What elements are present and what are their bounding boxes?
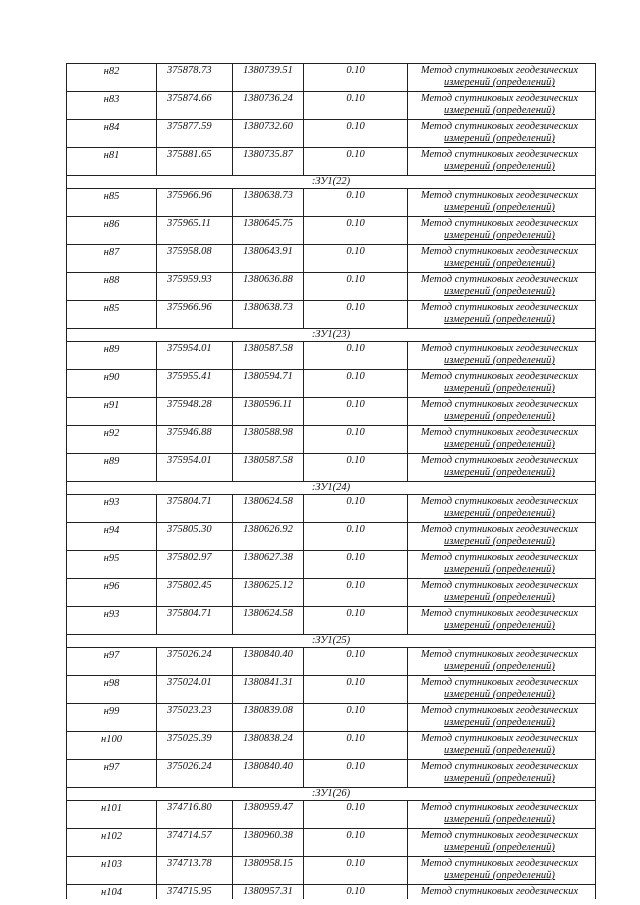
accuracy-cell: 0.10 [304, 120, 408, 148]
method-cell [408, 523, 596, 551]
method-text-line2: измерений (определений) [444, 467, 555, 478]
accuracy-cell: 0.10 [304, 273, 408, 301]
point-name-cell: н82 [67, 64, 157, 92]
method-text-line1: Метод спутниковых геодезических [420, 705, 579, 716]
method-text-line1: Метод спутниковых геодезических [420, 761, 579, 772]
point-name-cell: н95 [67, 551, 157, 579]
table-row [67, 148, 596, 176]
method-text-line1: Метод спутниковых геодезических [420, 524, 579, 535]
method-cell [408, 148, 596, 176]
accuracy-cell: 0.10 [304, 551, 408, 579]
x-coordinate-cell: 375959.93 [157, 273, 233, 301]
table-row [67, 64, 596, 92]
x-coordinate-cell: 375804.71 [157, 495, 233, 523]
point-name-cell: н86 [67, 217, 157, 245]
section-header-row [67, 329, 596, 342]
table-row [67, 760, 596, 788]
method-cell [408, 217, 596, 245]
section-label: :ЗУ1(24) [67, 482, 596, 495]
method-text-line2: измерений (определений) [444, 564, 555, 575]
x-coordinate-cell: 375874.66 [157, 92, 233, 120]
method-text-line1: Метод спутниковых геодезических [420, 427, 579, 438]
x-coordinate-cell: 374713.78 [157, 857, 233, 885]
method-text-line1: Метод спутниковых геодезических [420, 93, 579, 104]
method-text-line1: Метод спутниковых геодезических [420, 496, 579, 507]
y-coordinate-cell: 1380736.24 [233, 92, 304, 120]
method-text-line2: измерений (определений) [444, 717, 555, 728]
coordinates-table-sheet [66, 63, 595, 899]
table-row [67, 454, 596, 482]
section-label: :ЗУ1(25) [67, 635, 596, 648]
x-coordinate-cell: 375024.01 [157, 676, 233, 704]
y-coordinate-cell: 1380588.98 [233, 426, 304, 454]
accuracy-cell: 0.10 [304, 579, 408, 607]
method-cell [408, 829, 596, 857]
accuracy-cell: 0.10 [304, 801, 408, 829]
y-coordinate-cell: 1380638.73 [233, 189, 304, 217]
method-cell [408, 454, 596, 482]
accuracy-cell: 0.10 [304, 342, 408, 370]
method-text-line1: Метод спутниковых геодезических [420, 733, 579, 744]
method-cell [408, 342, 596, 370]
accuracy-cell: 0.10 [304, 885, 408, 900]
accuracy-cell: 0.10 [304, 857, 408, 885]
y-coordinate-cell: 1380587.58 [233, 454, 304, 482]
method-text-line2: измерений (определений) [444, 536, 555, 547]
point-name-cell: н102 [67, 829, 157, 857]
point-name-cell: н91 [67, 398, 157, 426]
y-coordinate-cell: 1380841.31 [233, 676, 304, 704]
x-coordinate-cell: 375966.96 [157, 189, 233, 217]
accuracy-cell: 0.10 [304, 426, 408, 454]
table-row [67, 189, 596, 217]
method-cell [408, 301, 596, 329]
point-name-cell: н104 [67, 885, 157, 900]
y-coordinate-cell: 1380839.08 [233, 704, 304, 732]
method-text-line1: Метод спутниковых геодезических [420, 858, 579, 869]
accuracy-cell: 0.10 [304, 676, 408, 704]
method-text-line2: измерений (определений) [444, 258, 555, 269]
method-text-line1: Метод спутниковых геодезических [420, 149, 579, 160]
x-coordinate-cell: 375954.01 [157, 342, 233, 370]
y-coordinate-cell: 1380638.73 [233, 301, 304, 329]
method-cell [408, 801, 596, 829]
y-coordinate-cell: 1380960.38 [233, 829, 304, 857]
accuracy-cell: 0.10 [304, 64, 408, 92]
point-name-cell: н101 [67, 801, 157, 829]
y-coordinate-cell: 1380587.58 [233, 342, 304, 370]
method-text-line1: Метод спутниковых геодезических [420, 399, 579, 410]
table-row [67, 342, 596, 370]
x-coordinate-cell: 375965.11 [157, 217, 233, 245]
accuracy-cell: 0.10 [304, 523, 408, 551]
method-text-line2: измерений (определений) [444, 661, 555, 672]
method-text-line1: Метод спутниковых геодезических [420, 886, 579, 897]
table-row [67, 426, 596, 454]
accuracy-cell: 0.10 [304, 495, 408, 523]
method-text-line1: Метод спутниковых геодезических [420, 608, 579, 619]
method-text-line2: измерений (определений) [444, 314, 555, 325]
point-name-cell: н100 [67, 732, 157, 760]
y-coordinate-cell: 1380624.58 [233, 495, 304, 523]
table-row [67, 607, 596, 635]
point-name-cell: н96 [67, 579, 157, 607]
point-name-cell: н87 [67, 245, 157, 273]
y-coordinate-cell: 1380840.40 [233, 648, 304, 676]
x-coordinate-cell: 375955.41 [157, 370, 233, 398]
method-text-line1: Метод спутниковых геодезических [420, 580, 579, 591]
method-text-line1: Метод спутниковых геодезических [420, 552, 579, 563]
method-text-line1: Метод спутниковых геодезических [420, 343, 579, 354]
table-row [67, 245, 596, 273]
method-cell [408, 857, 596, 885]
point-name-cell: н93 [67, 495, 157, 523]
method-cell [408, 495, 596, 523]
section-label: :ЗУ1(23) [67, 329, 596, 342]
method-text-line1: Метод спутниковых геодезических [420, 302, 579, 313]
point-name-cell: н89 [67, 454, 157, 482]
method-text-line2: измерений (определений) [444, 689, 555, 700]
method-text-line1: Метод спутниковых геодезических [420, 190, 579, 201]
accuracy-cell: 0.10 [304, 217, 408, 245]
method-text-line2: измерений (определений) [444, 592, 555, 603]
method-text-line2: измерений (определений) [444, 508, 555, 519]
coordinates-table [66, 63, 596, 899]
accuracy-cell: 0.10 [304, 245, 408, 273]
method-text-line2: измерений (определений) [444, 133, 555, 144]
y-coordinate-cell: 1380624.58 [233, 607, 304, 635]
point-name-cell: н97 [67, 760, 157, 788]
table-row [67, 273, 596, 301]
method-text-line1: Метод спутниковых геодезических [420, 246, 579, 257]
x-coordinate-cell: 375023.23 [157, 704, 233, 732]
x-coordinate-cell: 375946.88 [157, 426, 233, 454]
accuracy-cell: 0.10 [304, 148, 408, 176]
table-row [67, 676, 596, 704]
point-name-cell: н84 [67, 120, 157, 148]
accuracy-cell: 0.10 [304, 607, 408, 635]
y-coordinate-cell: 1380596.11 [233, 398, 304, 426]
section-header-row [67, 788, 596, 801]
table-row [67, 301, 596, 329]
method-text-line1: Метод спутниковых геодезических [420, 121, 579, 132]
method-text-line1: Метод спутниковых геодезических [420, 802, 579, 813]
y-coordinate-cell: 1380625.12 [233, 579, 304, 607]
table-row [67, 551, 596, 579]
point-name-cell: н97 [67, 648, 157, 676]
method-text-line2: измерений (определений) [444, 745, 555, 756]
table-row [67, 92, 596, 120]
y-coordinate-cell: 1380735.87 [233, 148, 304, 176]
accuracy-cell: 0.10 [304, 454, 408, 482]
accuracy-cell: 0.10 [304, 301, 408, 329]
accuracy-cell: 0.10 [304, 189, 408, 217]
y-coordinate-cell: 1380840.40 [233, 760, 304, 788]
x-coordinate-cell: 375878.73 [157, 64, 233, 92]
point-name-cell: н85 [67, 189, 157, 217]
method-text-line2: измерений (определений) [444, 355, 555, 366]
y-coordinate-cell: 1380645.75 [233, 217, 304, 245]
section-label: :ЗУ1(22) [67, 176, 596, 189]
table-row [67, 217, 596, 245]
method-text-line1: Метод спутниковых геодезических [420, 274, 579, 285]
method-text-line1: Метод спутниковых геодезических [420, 218, 579, 229]
point-name-cell: н92 [67, 426, 157, 454]
method-text-line2: измерений (определений) [444, 230, 555, 241]
method-cell [408, 398, 596, 426]
table-row [67, 732, 596, 760]
method-text-line2: измерений (определений) [444, 870, 555, 881]
table-row [67, 370, 596, 398]
x-coordinate-cell: 374715.95 [157, 885, 233, 900]
method-text-line2: измерений (определений) [444, 105, 555, 116]
method-text-line1: Метод спутниковых геодезических [420, 65, 579, 76]
method-text-line1: Метод спутниковых геодезических [420, 649, 579, 660]
x-coordinate-cell: 375966.96 [157, 301, 233, 329]
accuracy-cell: 0.10 [304, 398, 408, 426]
section-header-row [67, 635, 596, 648]
method-cell [408, 648, 596, 676]
table-row [67, 495, 596, 523]
x-coordinate-cell: 374714.57 [157, 829, 233, 857]
method-cell [408, 273, 596, 301]
point-name-cell: н94 [67, 523, 157, 551]
table-row [67, 120, 596, 148]
point-name-cell: н81 [67, 148, 157, 176]
y-coordinate-cell: 1380739.51 [233, 64, 304, 92]
point-name-cell: н85 [67, 301, 157, 329]
method-text-line2: измерений (определений) [444, 411, 555, 422]
point-name-cell: н99 [67, 704, 157, 732]
method-cell [408, 120, 596, 148]
point-name-cell: н90 [67, 370, 157, 398]
y-coordinate-cell: 1380838.24 [233, 732, 304, 760]
method-text-line2: измерений (определений) [444, 286, 555, 297]
x-coordinate-cell: 375026.24 [157, 760, 233, 788]
x-coordinate-cell: 375881.65 [157, 148, 233, 176]
y-coordinate-cell: 1380959.47 [233, 801, 304, 829]
method-cell [408, 732, 596, 760]
table-row [67, 579, 596, 607]
method-text-line2: измерений (определений) [444, 814, 555, 825]
coordinates-table-body [67, 64, 596, 900]
method-cell [408, 64, 596, 92]
y-coordinate-cell: 1380732.60 [233, 120, 304, 148]
section-header-row [67, 482, 596, 495]
method-cell [408, 704, 596, 732]
point-name-cell: н83 [67, 92, 157, 120]
y-coordinate-cell: 1380626.92 [233, 523, 304, 551]
section-label: :ЗУ1(26) [67, 788, 596, 801]
method-cell [408, 760, 596, 788]
section-header-row [67, 176, 596, 189]
table-row [67, 398, 596, 426]
x-coordinate-cell: 375954.01 [157, 454, 233, 482]
y-coordinate-cell: 1380643.91 [233, 245, 304, 273]
method-cell [408, 189, 596, 217]
method-cell [408, 370, 596, 398]
accuracy-cell: 0.10 [304, 829, 408, 857]
method-cell [408, 885, 596, 900]
method-text-line2: измерений (определений) [444, 77, 555, 88]
y-coordinate-cell: 1380627.38 [233, 551, 304, 579]
y-coordinate-cell: 1380636.88 [233, 273, 304, 301]
method-text-line2: измерений (определений) [444, 773, 555, 784]
accuracy-cell: 0.10 [304, 704, 408, 732]
method-text-line2: измерений (определений) [444, 842, 555, 853]
x-coordinate-cell: 375802.45 [157, 579, 233, 607]
method-cell [408, 92, 596, 120]
method-text-line1: Метод спутниковых геодезических [420, 677, 579, 688]
method-text-line2: измерений (определений) [444, 383, 555, 394]
method-text-line1: Метод спутниковых геодезических [420, 455, 579, 466]
y-coordinate-cell: 1380957.31 [233, 885, 304, 900]
method-cell [408, 607, 596, 635]
x-coordinate-cell: 375948.28 [157, 398, 233, 426]
accuracy-cell: 0.10 [304, 732, 408, 760]
point-name-cell: н88 [67, 273, 157, 301]
point-name-cell: н93 [67, 607, 157, 635]
table-row [67, 523, 596, 551]
y-coordinate-cell: 1380958.15 [233, 857, 304, 885]
method-text-line2: измерений (определений) [444, 620, 555, 631]
x-coordinate-cell: 375802.97 [157, 551, 233, 579]
accuracy-cell: 0.10 [304, 370, 408, 398]
table-row [67, 885, 596, 900]
method-cell [408, 676, 596, 704]
method-cell [408, 551, 596, 579]
method-cell [408, 579, 596, 607]
x-coordinate-cell: 375804.71 [157, 607, 233, 635]
x-coordinate-cell: 375025.39 [157, 732, 233, 760]
accuracy-cell: 0.10 [304, 92, 408, 120]
point-name-cell: н89 [67, 342, 157, 370]
method-text-line1: Метод спутниковых геодезических [420, 371, 579, 382]
method-text-line2: измерений (определений) [444, 161, 555, 172]
x-coordinate-cell: 374716.80 [157, 801, 233, 829]
method-cell [408, 245, 596, 273]
accuracy-cell: 0.10 [304, 760, 408, 788]
method-cell [408, 426, 596, 454]
y-coordinate-cell: 1380594.71 [233, 370, 304, 398]
method-text-line2: измерений (определений) [444, 202, 555, 213]
x-coordinate-cell: 375026.24 [157, 648, 233, 676]
table-row [67, 829, 596, 857]
x-coordinate-cell: 375805.30 [157, 523, 233, 551]
table-row [67, 704, 596, 732]
point-name-cell: н98 [67, 676, 157, 704]
x-coordinate-cell: 375877.59 [157, 120, 233, 148]
method-text-line1: Метод спутниковых геодезических [420, 830, 579, 841]
table-row [67, 857, 596, 885]
point-name-cell: н103 [67, 857, 157, 885]
x-coordinate-cell: 375958.08 [157, 245, 233, 273]
table-row [67, 801, 596, 829]
method-text-line2: измерений (определений) [444, 439, 555, 450]
accuracy-cell: 0.10 [304, 648, 408, 676]
table-row [67, 648, 596, 676]
